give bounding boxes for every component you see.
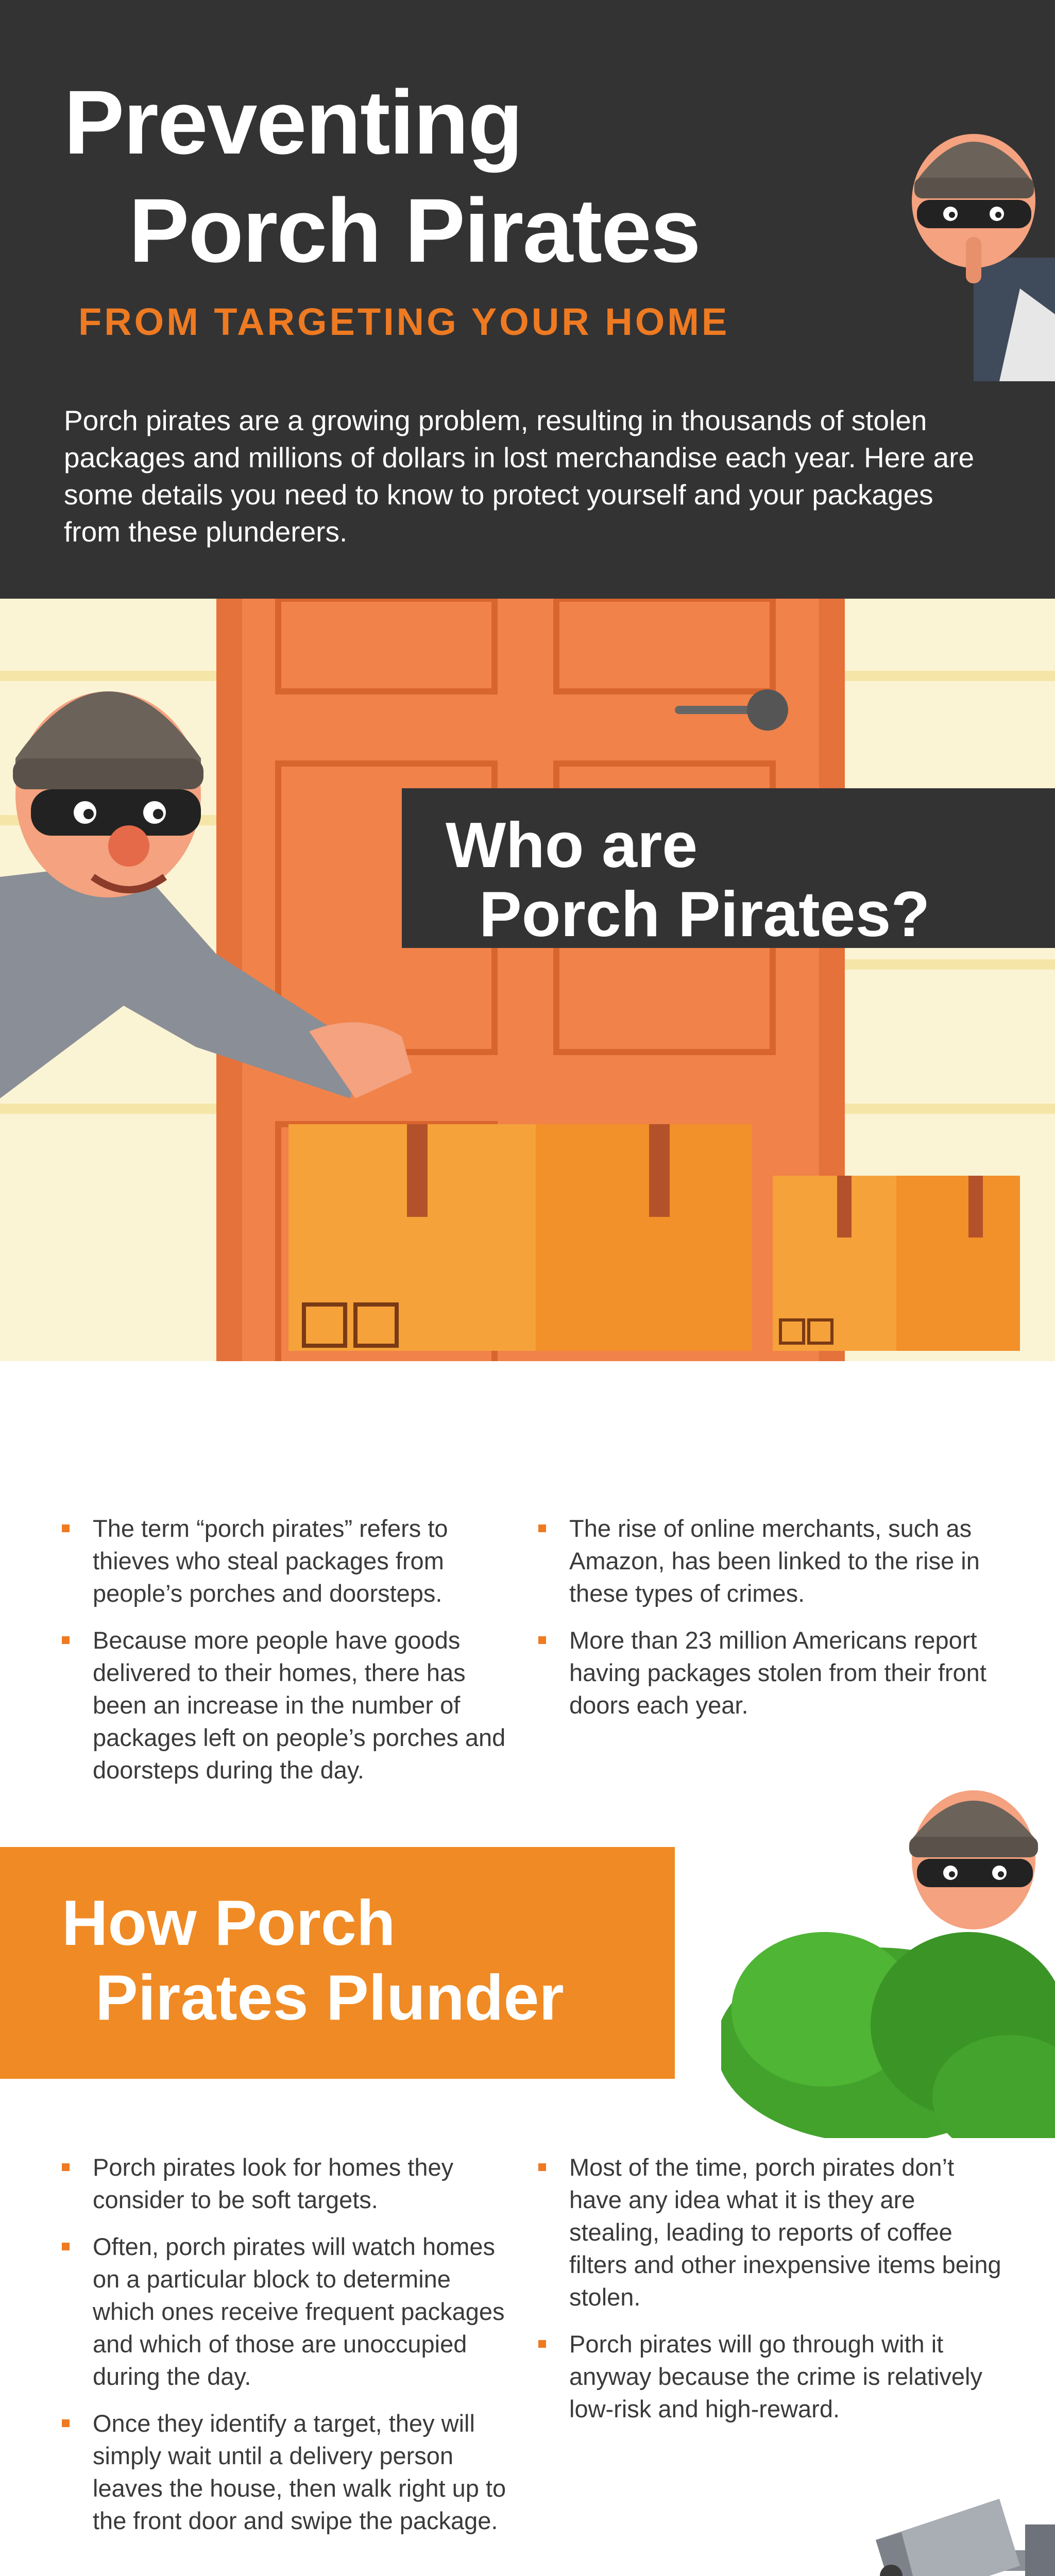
- list-item: More than 23 million Americans report having packages stolen from their front doors each year.: [538, 1624, 1002, 1721]
- how-title-line1: How Porch: [62, 1888, 396, 1959]
- list-item: Because more people have goods delivered to their homes, there has been an increase in the number of packages left on people’s porches and doorsteps during the day.: [62, 1624, 515, 1786]
- how-left-bullets: [62, 2151, 515, 2551]
- bush-burglar-illustration: [721, 1736, 1055, 2138]
- who-title-line2: Porch Pirates?: [479, 879, 930, 950]
- who-right-bullets: [538, 1512, 1002, 1736]
- list-item: Often, porch pirates will watch homes on a particular block to determine which ones receive frequent packages and which of those are unoccupied during the day.: [62, 2230, 515, 2393]
- list-item: Porch pirates will go through with it anyway because the crime is relatively low-risk and high-reward.: [538, 2328, 1002, 2425]
- intro-paragraph: Porch pirates are a growing problem, resulting in thousands of stolen packages and millions of dollars in lost merchandise each year. Here are some details you need to know to protect yourself and your packages from these plunderers.: [64, 404, 975, 548]
- page-subtitle: FROM TARGETING YOUR HOME: [78, 300, 730, 343]
- who-title-line1: Who are: [446, 810, 698, 881]
- security-camera-icon: [871, 2494, 1055, 2576]
- who-banner: [402, 788, 1055, 948]
- page-title-line2: Porch Pirates: [129, 180, 700, 281]
- list-item: The rise of online merchants, such as Amazon, has been linked to the rise in these types of crimes.: [538, 1512, 1002, 1609]
- how-title-line2: Pirates Plunder: [95, 1962, 564, 2033]
- who-left-bullets: [62, 1512, 515, 1801]
- header: [0, 0, 1055, 599]
- who-section-scene: [0, 599, 1055, 1454]
- how-banner: [0, 1847, 675, 2079]
- list-item: Porch pirates look for homes they consider to be soft targets.: [62, 2151, 515, 2216]
- how-right-bullets: [538, 2151, 1002, 2439]
- list-item: Most of the time, porch pirates don’t have any idea what it is they are stealing, leading to reports of coffee filters and other inexpensive items being stolen.: [538, 2151, 1002, 2313]
- list-item: The term “porch pirates” refers to thieves who steal packages from people’s porches and doorsteps.: [62, 1512, 515, 1609]
- list-item: Once they identify a target, they will simply wait until a delivery person leaves the house, then walk right up to the front door and swipe the package.: [62, 2407, 515, 2537]
- package-boxes: [288, 1114, 1041, 1351]
- burglar-peeking-illustration: [896, 72, 1055, 381]
- page-title-line1: Preventing: [64, 72, 522, 173]
